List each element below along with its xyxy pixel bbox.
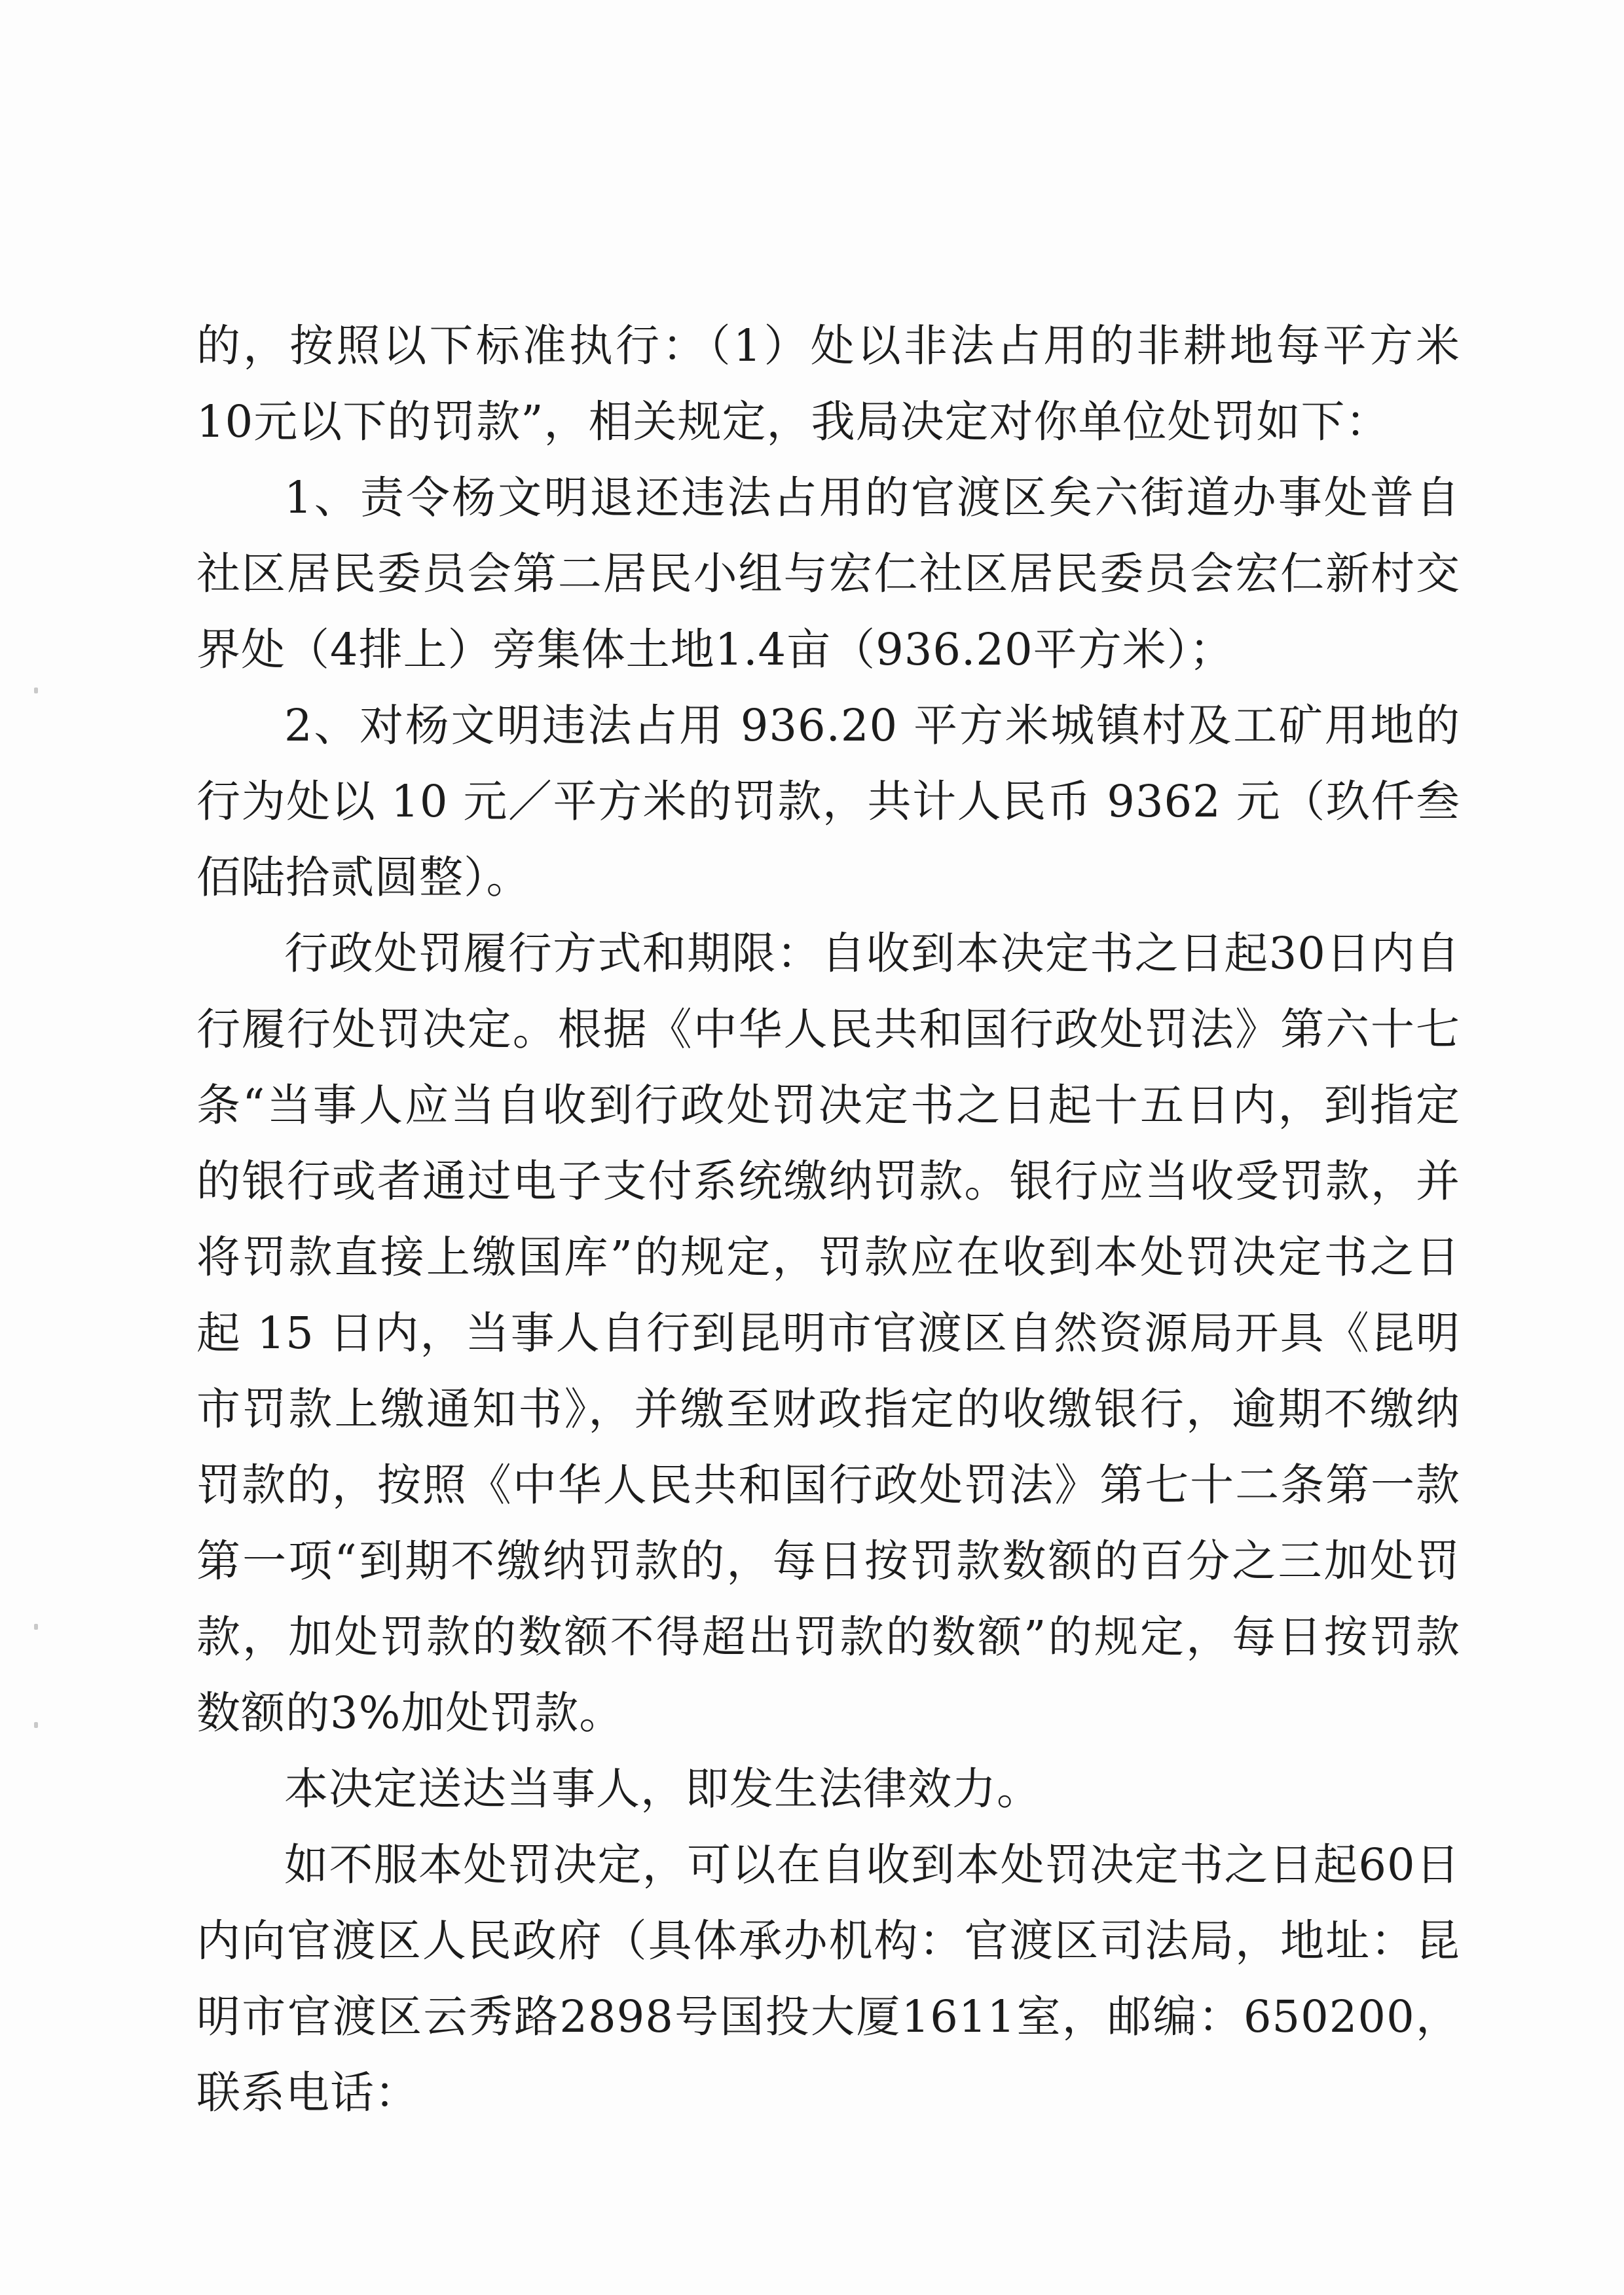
paragraph-item-2-fine: 2、对杨文明违法占用 936.20 平方米城镇村及工矿用地的行为处以 10 元／平方米的罚款，共计人民币 9362 元（玖仟叁佰陆拾贰圆整）。 [196,700,1460,903]
paragraph-performance-deadline: 行政处罚履行方式和期限：自收到本决定书之日起30日内自行履行处罚决定。根据《中华人民共和国行政处罚法》第六十七条“当事人应当自收到行政处罚决定书之日起十五日内，到指定的银行或者通过电子支付系统缴纳罚款。银行应当收受罚款，并将罚款直接上缴国库”的规定，罚款应在收到本处罚决定书之日起 15 日内，当事人自行到昆明市官渡区自然资源局开具《昆明市罚款上缴通知书》，并缴至财政指定的收缴银行，逾期不缴纳罚款的，按照《中华人民共和国行政处罚法》第七十二条第一款第一项“到期不缴纳罚款的，每日按罚款数额的百分之三加处罚款，加处罚款的数额不得超出罚款的数额”的规定，每日按罚款数额的3%加处罚款。 [196,928,1460,1738]
paragraph-penalty-standard: 的，按照以下标准执行：（1）处以非法占用的非耕地每平方米10元以下的罚款”，相关规定，我局决定对你单位处罚如下： [196,320,1460,447]
scan-speck [34,1722,38,1728]
paragraph-item-1-return-land: 1、责令杨文明退还违法占用的官渡区矣六街道办事处普自社区居民委员会第二居民小组与宏仁社区居民委员会宏仁新村交界处（4排上）旁集体土地1.4亩（936.20平方米）； [196,472,1460,675]
paragraph-appeal-rights: 如不服本处罚决定，可以在自收到本处罚决定书之日起60日内向官渡区人民政府（具体承办机构：官渡区司法局，地址：昆明市官渡区云秀路2898号国投大厦1611室，邮编：650200，联系电话： [196,1839,1460,2118]
scan-speck [34,1624,38,1630]
document-body [196,308,1460,2131]
paragraph-legal-effect: 本决定送达当事人，即发生法律效力。 [284,1763,1041,1814]
scan-speck [34,688,38,693]
